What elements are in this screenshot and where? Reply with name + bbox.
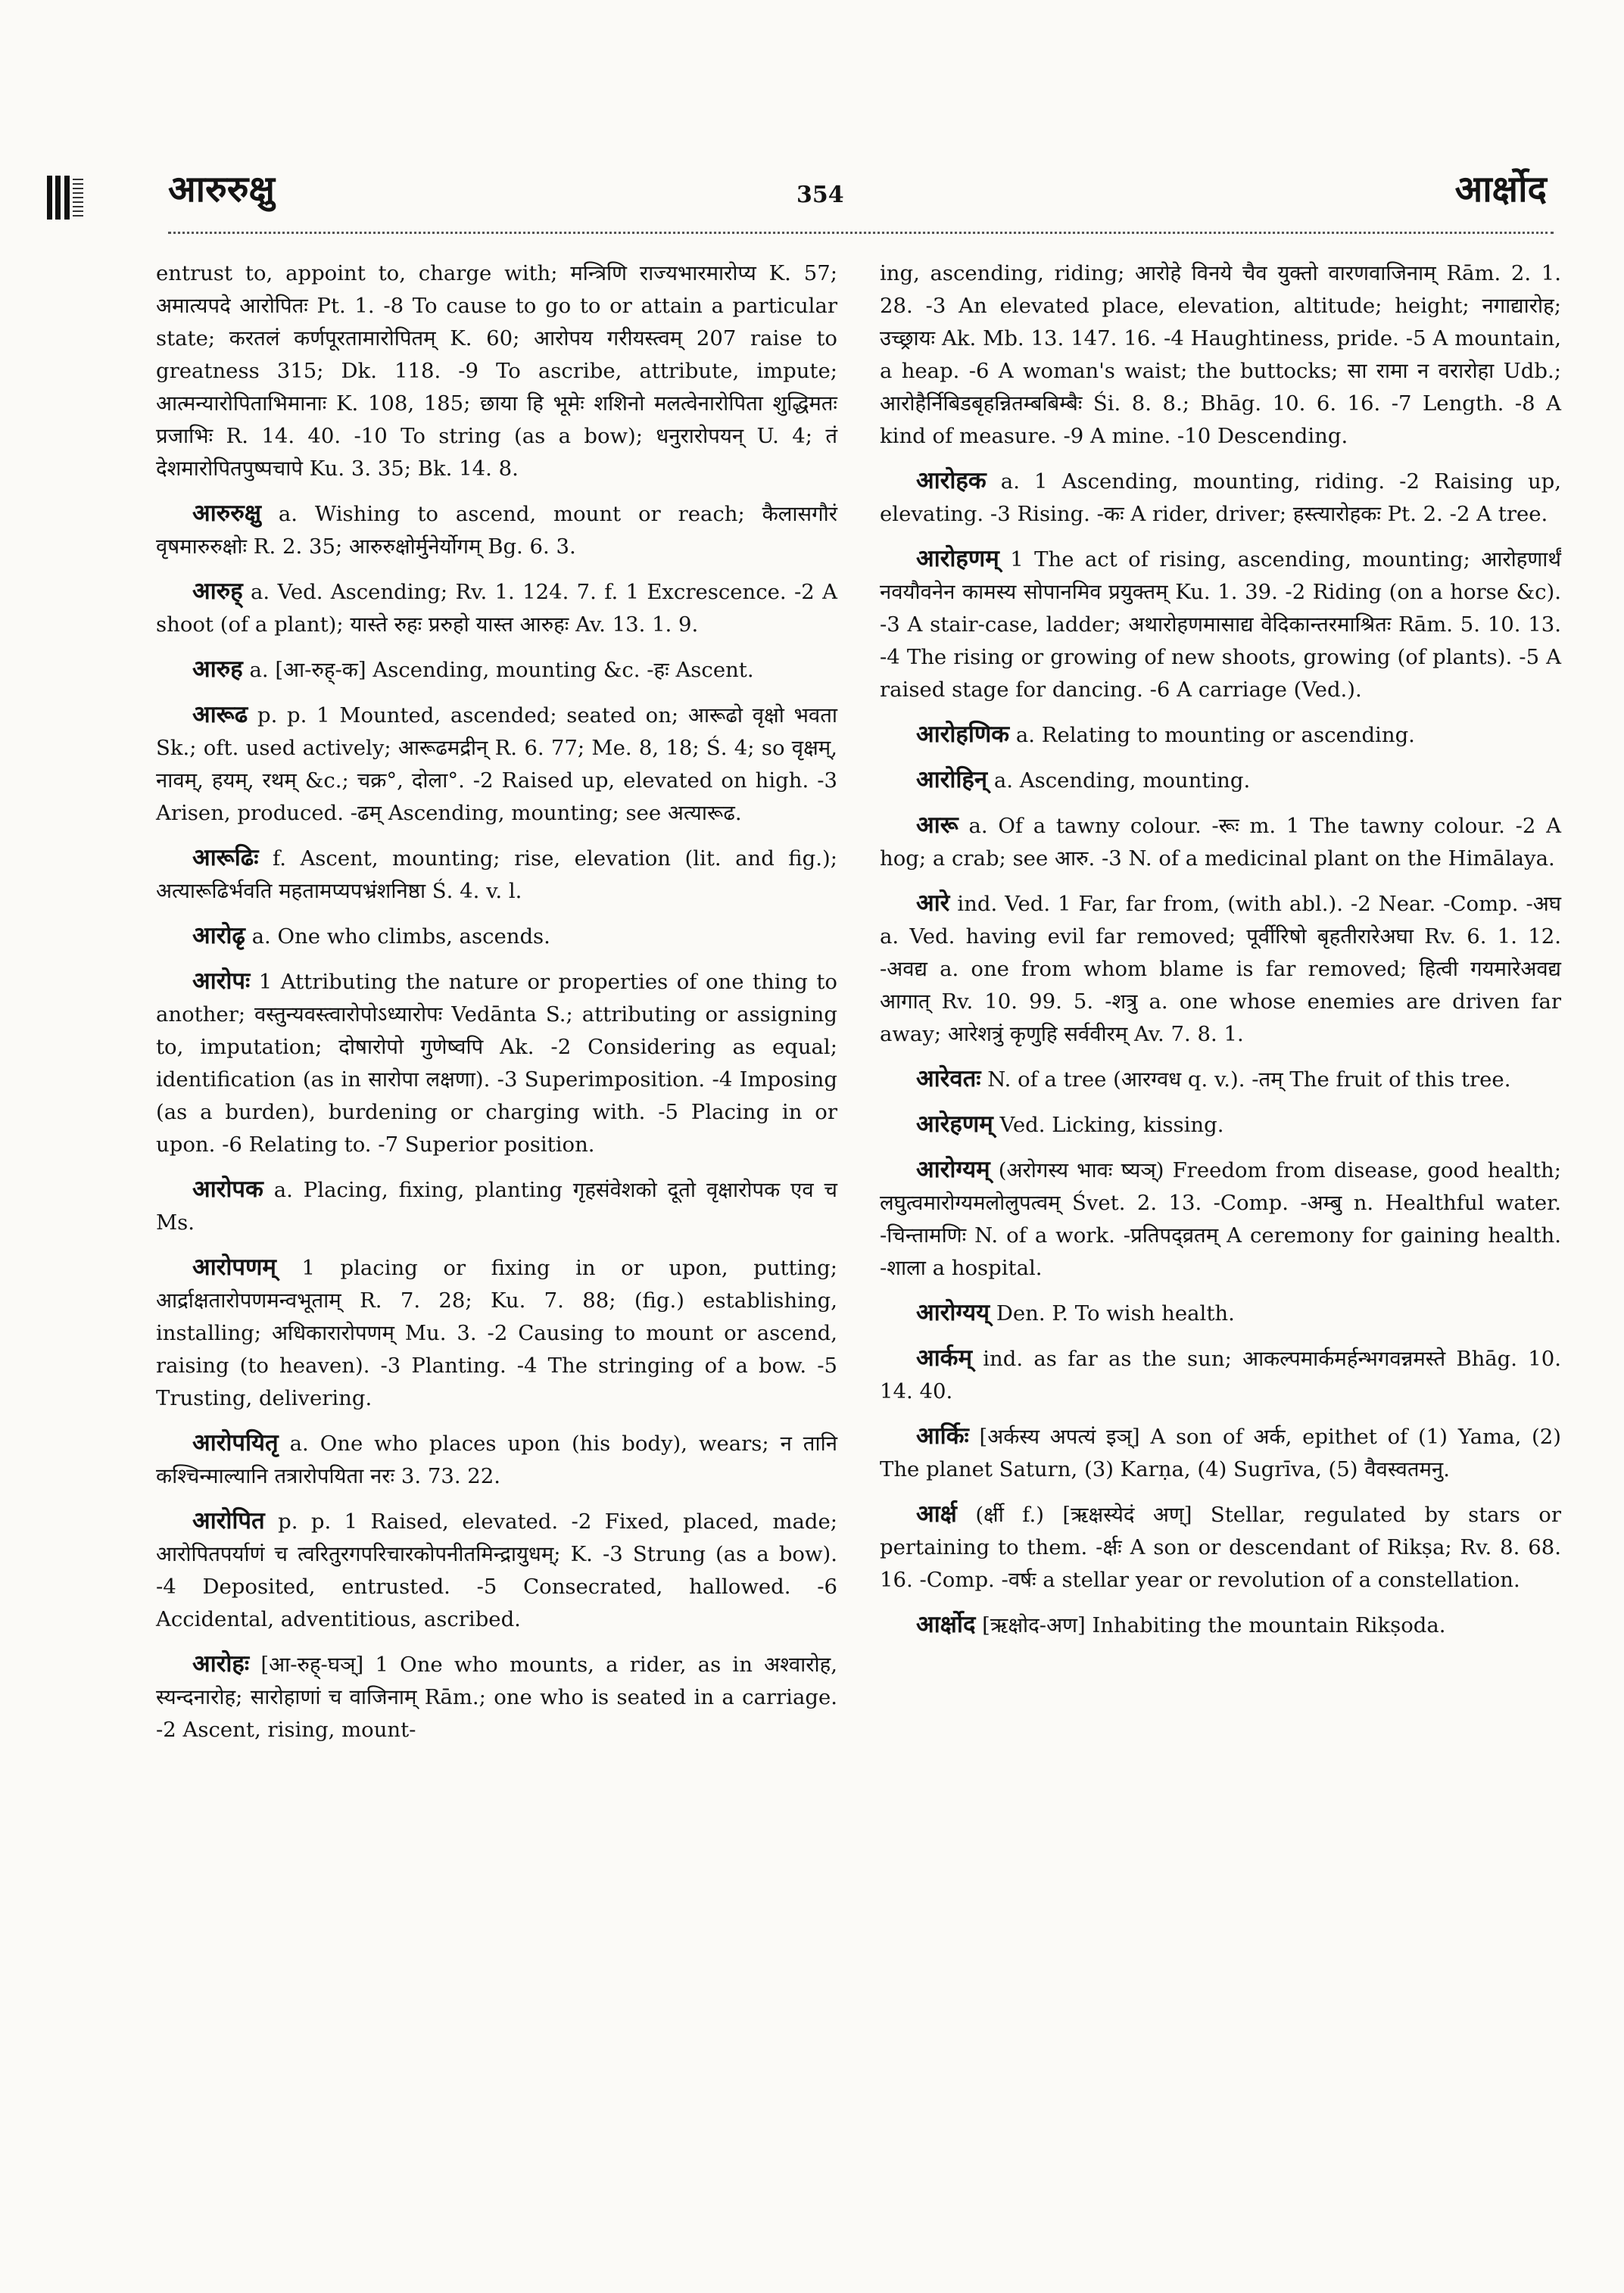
entry-headword: आर्क्षोद: [916, 1611, 976, 1638]
dictionary-entry: [880, 1498, 1561, 1597]
entry-definition: ind. Ved. 1 Far, far from, (with abl.). -2 Near. -Comp. -अघ a. Ved. having evil far removed; पूर्वीरिषो बृहतीरारेअघा Rv. 6. 1. 12. -अवद्य a. one from whom blame is far removed; हित्वी गयमारेअवद्य आगात् Rv. 10. 99. 5. -शत्रु a. one whose enemies are driven far away; आरेशत्रुं कृणुहि सर्ववीरम् Av. 7. 8. 1.: [880, 892, 1561, 1046]
entry-definition: a. 1 Ascending, mounting, riding. -2 Raising up, elevating. -3 Rising. -कः A rider, driver; हस्त्यारोहकः Pt. 2. -2 A tree.: [880, 469, 1561, 526]
entry-headword: आर्कम्: [916, 1344, 973, 1372]
entry-headword: आरेहणम्: [916, 1111, 993, 1138]
entry-definition: a. Relating to mounting or ascending.: [1015, 723, 1415, 747]
dictionary-entry: [880, 1063, 1561, 1096]
entry-definition: 1 The act of rising, ascending, mounting; आरोहणार्थं नवयौवनेन कामस्य सोपानमिव प्रयुक्तम् Ku. 1. 39. -2 Riding (on a horse &c). -3 A stair-case, ladder; अथारोहणमासाद्य वेदिकान्तरमाश्रितः Rām. 5. 10. 13. -4 The rising or growing of new shoots, growing (of plants). -5 A raised stage for dancing. -6 A carriage (Ved.).: [880, 547, 1561, 702]
entry-headword: आरोपयितृ: [192, 1429, 279, 1456]
dictionary-entry: [156, 497, 837, 563]
dictionary-entry: [156, 1427, 837, 1493]
entry-definition: 1 Attributing the nature or properties of one thing to another; वस्तुन्यवस्त्वारोपोऽध्यारोपः Vedānta S.; attributing or assigning to, imputation; दोषारोपो गुणेष्वपि Ak. -2 Considering as equal; identification (as in सारोपा लक्षणा). -3 Superimposition. -4 Imposing (as a burden), burdening or charging with. -5 Placing in or upon. -6 Relating to. -7 Superior position.: [156, 970, 837, 1157]
thumb-index-lines: [73, 179, 83, 218]
entry-headword: आरोग्यम्: [916, 1156, 990, 1183]
entry-headword: आर्क्ष: [916, 1500, 957, 1528]
entry-headword: आरोपणम्: [192, 1254, 276, 1281]
running-head-right: आर्क्षोद: [1454, 168, 1547, 210]
entry-headword: आरूढिः: [192, 844, 259, 871]
dictionary-entry: [880, 764, 1561, 797]
entry-definition: a. [आ-रुह्-क] Ascending, mounting &c. -हः Ascent.: [249, 658, 754, 682]
entry-definition: a. Ascending, mounting.: [993, 768, 1251, 793]
dictionary-entry: [880, 1297, 1561, 1330]
dictionary-entry: [156, 1648, 837, 1746]
dictionary-entry: [880, 465, 1561, 531]
entry-definition: a. Placing, fixing, planting गृहसंवेशको दूतो वृक्षारोपक एव च Ms.: [156, 1178, 837, 1235]
thumb-index-mark: [47, 176, 70, 220]
left-column: [156, 257, 837, 1759]
entry-definition: (अरोगस्य भावः ष्यञ्) Freedom from disease, good health; लघुत्वमारोग्यमलोलुपत्वम् Śvet. 2. 13. -Comp. -अम्बु n. Healthful water. -चिन्तामणिः N. of a work. -प्रतिपद्व्रतम् A ceremony for gaining health. -शाला a hospital.: [880, 1158, 1561, 1280]
entry-headword: आरोहः: [192, 1650, 250, 1678]
dictionary-entry: [156, 965, 837, 1161]
entry-definition: p. p. 1 Mounted, ascended; seated on; आरूढो वृक्षो भवता Sk.; oft. used actively; आरूढमद्रीन् R. 6. 77; Me. 8, 18; Ś. 4; so वृक्षम्, नावम्, हयम्, रथम् &c.; चक्र°, दोला°. -2 Raised up, elevated on high. -3 Arisen, produced. -ढम् Ascending, mounting; see अत्यारूढ.: [156, 703, 837, 825]
entry-definition: 1 placing or fixing in or upon, putting; आर्द्राक्षतारोपणमन्वभूताम् R. 7. 28; Ku. 7. 88; (fig.) establishing, installing; अधिकारारोपणम् Mu. 3. -2 Causing to mount or ascend, raising (to heaven). -3 Planting. -4 The stringing of a bow. -5 Trusting, delivering.: [156, 1256, 837, 1410]
dictionary-entry: [880, 1154, 1561, 1285]
entry-definition: a. Of a tawny colour. -रूः m. 1 The tawny colour. -2 A hog; a crab; see आरु. -3 N. of a medicinal plant on the Himālaya.: [880, 814, 1561, 871]
right-column: [880, 257, 1561, 1654]
entry-definition: a. Ved. Ascending; Rv. 1. 124. 7. f. 1 Excrescence. -2 A shoot (of a plant); यास्ते रुहः प्ररुहो यास्त आरुहः Av. 13. 1. 9.: [156, 580, 837, 637]
entry-definition: [ऋक्षोद-अण] Inhabiting the mountain Rikṣoda.: [982, 1613, 1446, 1637]
dictionary-entry: [880, 257, 1561, 453]
entry-headword: आरुह: [192, 656, 243, 683]
entry-definition: N. of a tree (आरग्वध q. v.). -तम् The fruit of this tree.: [987, 1067, 1511, 1092]
entry-headword: आरोहिन्: [916, 766, 988, 793]
dictionary-entry: [880, 1342, 1561, 1408]
entry-definition: a. One who climbs, ascends.: [251, 924, 550, 949]
entry-definition: a. One who places upon (his body), wears; न तानि कश्चिन्माल्यानि तत्रारोपयिता नरः 3. 73. 22.: [156, 1432, 837, 1488]
entry-definition: Ved. Licking, kissing.: [999, 1113, 1224, 1137]
entry-headword: आर्किः: [916, 1422, 969, 1450]
entry-headword: आरेवतः: [916, 1065, 981, 1092]
dictionary-entry: [156, 699, 837, 830]
entry-definition: entrust to, appoint to, charge with; मन्त्रिणि राज्यभारमारोप्य K. 57; अमात्यपदे आरोपितः Pt. 1. -8 To cause to go to or attain a particular state; करतलं कर्णपूरतामारोपितम् K. 60; आरोपय गरीयस्त्वम् 207 raise to greatness 315; Dk. 118. -9 To ascribe, attribute, impute; आत्मन्यारोपिताभिमानाः K. 108, 185; छाया हि भूमेः शशिनो मलत्वेनारोपिता शुद्धिमतः प्रजाभिः R. 14. 40. -10 To string (as a bow); धनुरारोपयन् U. 4; तं देशमारोपितपुष्पचापे Ku. 3. 35; Bk. 14. 8.: [156, 261, 837, 481]
entry-headword: आरोपित: [192, 1507, 265, 1534]
entry-definition: p. p. 1 Raised, elevated. -2 Fixed, placed, made; आरोपितपर्याणं च त्वरितुरगपरिचारकोपनीतमिन्द्रायुधम्; K. -3 Strung (as a bow). -4 Deposited, entrusted. -5 Consecrated, hallowed. -6 Accidental, adventitious, ascribed.: [156, 1509, 837, 1631]
entry-definition: ing, ascending, riding; आरोहे विनये चैव युक्तो वारणवाजिनाम् Rām. 2. 1. 28. -3 An elevated place, elevation, altitude; height; नगाद्यारोह; उच्छ्रायः Ak. Mb. 13. 147. 16. -4 Haughtiness, pride. -5 A mountain, a heap. -6 A woman's waist; the buttocks; सा रामा न वरारोहा Udb.; आरोहैर्निबिडबृहन्नितम्बबिम्बैः Śi. 8. 8.; Bhāg. 10. 6. 16. -7 Length. -8 A kind of measure. -9 A mine. -10 Descending.: [880, 261, 1561, 448]
entry-definition: [अर्कस्य अपत्यं इञ्] A son of अर्क, epithet of (1) Yama, (2) The planet Saturn, (3) Karṇa, (4) Sugrīva, (5) वैवस्वतमनु.: [880, 1425, 1562, 1481]
entry-headword: आरोपक: [192, 1176, 263, 1203]
dictionary-entry: [880, 887, 1561, 1051]
entry-headword: आरूढ: [192, 701, 248, 728]
entry-headword: आरू: [916, 812, 959, 839]
dictionary-entry: [880, 718, 1561, 752]
dictionary-entry: [156, 575, 837, 641]
entry-definition: ind. as far as the sun; आकल्पमार्कमर्हन्भगवन्नमस्ते Bhāg. 10. 14. 40.: [880, 1347, 1561, 1404]
page-number: 354: [796, 182, 844, 208]
dictionary-entry: [880, 1609, 1561, 1642]
dictionary-entry: [156, 920, 837, 953]
dictionary-entry: [880, 543, 1561, 706]
entry-headword: आरुरुक्षु: [192, 500, 261, 527]
dictionary-entry: [156, 653, 837, 687]
dictionary-entry: [156, 1173, 837, 1239]
entry-headword: आरोढृ: [192, 922, 245, 949]
entry-headword: आरे: [916, 889, 950, 917]
dictionary-entry: [156, 842, 837, 908]
dictionary-entry: [156, 1251, 837, 1415]
dictionary-entry: [880, 1420, 1561, 1486]
entry-definition: f. Ascent, mounting; rise, elevation (lit. and fig.); अत्यारूढिर्भवति महतामप्यपभ्रंशनिष्ठा Ś. 4. v. l.: [156, 846, 837, 903]
header-rule: [168, 232, 1554, 234]
entry-definition: (र्क्षी f.) [ऋक्षस्येदं अण्] Stellar, regulated by stars or pertaining to them. -र्क्षः A son or descendant of Rikṣa; Rv. 8. 68. 16. -Comp. -वर्षः a stellar year or revolution of a constellation.: [880, 1503, 1561, 1592]
dictionary-entry: [880, 1108, 1561, 1142]
dictionary-entry: [156, 1505, 837, 1636]
entry-headword: आरोहणिक: [916, 721, 1010, 748]
dictionary-entry: [880, 809, 1561, 875]
entry-headword: आरोहणम्: [916, 545, 999, 572]
entry-headword: आरुह्: [192, 578, 243, 605]
entry-headword: आरोग्यय्: [916, 1299, 990, 1326]
entry-definition: a. Wishing to ascend, mount or reach; कैलासगौरं वृषमारुरुक्षोः R. 2. 35; आरुरुक्षोर्मुनेर्योगम् Bg. 6. 3.: [156, 502, 837, 559]
dictionary-entry: [156, 257, 837, 485]
running-head-left: आरुरुक्षु: [168, 168, 275, 210]
entry-definition: Den. P. To wish health.: [996, 1301, 1235, 1326]
entry-definition: [आ-रुह्-घञ्] 1 One who mounts, a rider, as in अश्वारोह, स्यन्दनारोह; सारोहाणां च वाजिनाम् Rām.; one who is seated in a carriage. -2 Ascent, rising, mount-: [156, 1653, 837, 1742]
entry-headword: आरोहक: [916, 467, 987, 494]
entry-headword: आरोपः: [192, 967, 251, 995]
